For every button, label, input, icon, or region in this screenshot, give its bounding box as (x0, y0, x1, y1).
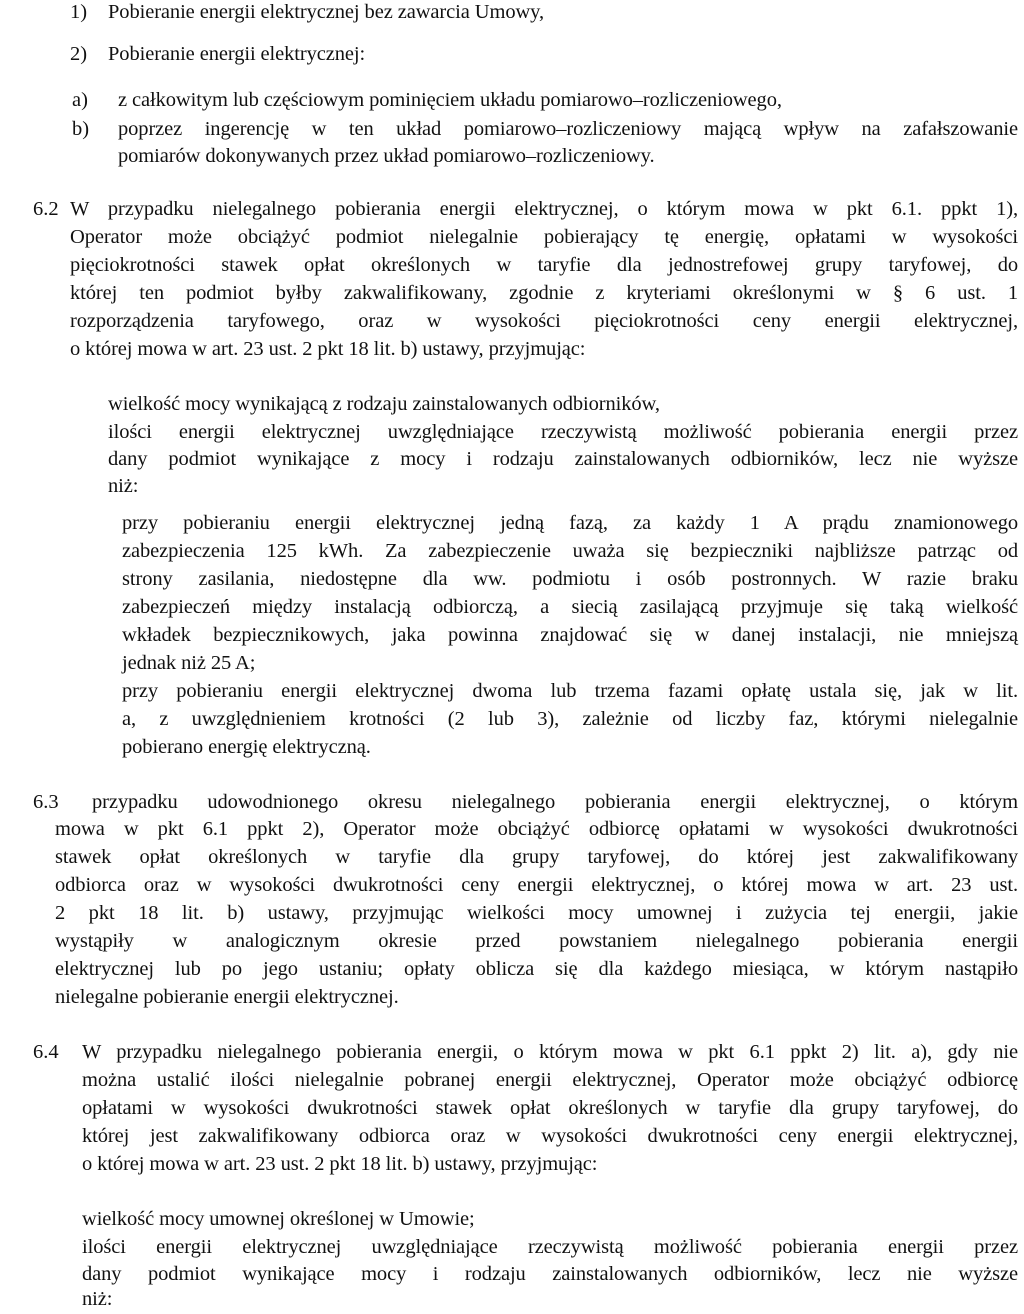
list-item-text: Pobieranie energii elektrycznej bez zawarcia Umowy, (108, 1, 545, 23)
list-letter: a) (72, 89, 88, 111)
list-item-text: pomiarów dokonywanych przez układ pomiarowo–rozliczeniowy. (118, 145, 655, 167)
list-item-text: ilości energii elektrycznej uwzględniające rzeczywistą możliwość pobierania energii przez (82, 1236, 1018, 1258)
sub-item-text: przy pobieraniu energii elektrycznej dwoma lub trzema fazami opłatę ustala się, jak w lit. (122, 680, 1018, 702)
list-item-text: wielkość mocy umownej określonej w Umowie; (82, 1208, 475, 1230)
paragraph-line: której jest zakwalifikowany odbiorca oraz w wysokości dwukrotności ceny energii elektrycznej, (82, 1125, 1018, 1147)
paragraph-line: przypadku udowodnionego okresu nielegalnego pobierania energii elektrycznej, o którym (92, 791, 1018, 813)
paragraph-line: elektrycznej lub po jego ustaniu; opłaty oblicza się dla każdego miesiąca, w którym nastąpiło (55, 958, 1018, 980)
list-item-text: poprzez ingerencję w ten układ pomiarowo–rozliczeniowy mającą wpływ na zafałszowanie (118, 118, 1018, 140)
list-number: 2) (70, 43, 88, 65)
paragraph-line: W przypadku nielegalnego pobierania energii elektrycznej, o którym mowa w pkt 6.1. ppkt 1), (70, 198, 1018, 220)
section-number: 6.3 (33, 791, 59, 813)
list-item-text: wielkość mocy wynikającą z rodzaju zainstalowanych odbiorników, (108, 393, 660, 415)
paragraph-line: której ten podmiot byłby zakwalifikowany, zgodnie z kryteriami określonymi w § 6 ust. 1 (70, 282, 1018, 304)
sub-item-text: zabezpieczenia 125 kWh. Za zabezpieczenie uważa się bezpieczniki najbliższe patrząc od (122, 540, 1018, 562)
paragraph-line: nielegalne pobieranie energii elektrycznej. (55, 986, 399, 1008)
paragraph-line: o której mowa w art. 23 ust. 2 pkt 18 lit. b) ustawy, przyjmując: (70, 338, 586, 360)
sub-item-text: jednak niż 25 A; (122, 652, 256, 674)
list-item-text: niż: (108, 475, 139, 497)
list-item-text: dany podmiot wynikające mocy i rodzaju zainstalowanych odbiorników, lecz nie wyższe (82, 1263, 1018, 1285)
paragraph-line: odbiorca oraz w wysokości dwukrotności ceny energii elektrycznej, o której mowa w art. 23 ust. (55, 874, 1018, 896)
sub-item-text: zabezpieczeń między instalacją odbiorczą, a siecią zasilającą przyjmuje się taką wielkość (122, 596, 1018, 618)
section-number: 6.2 (33, 198, 59, 220)
paragraph-line: można ustalić ilości nielegalnie pobranej energii elektrycznej, Operator może obciążyć odbiorcę (82, 1069, 1018, 1091)
paragraph-line: mowa w pkt 6.1 ppkt 2), Operator może obciążyć odbiorcę opłatami w wysokości dwukrotności (55, 818, 1018, 840)
paragraph-line: o której mowa w art. 23 ust. 2 pkt 18 lit. b) ustawy, przyjmując: (82, 1153, 598, 1175)
paragraph-line: pięciokrotności stawek opłat określonych w taryfie dla jednostrefowej grupy taryfowej, do (70, 254, 1018, 276)
paragraph-line: W przypadku nielegalnego pobierania energii, o którym mowa w pkt 6.1 ppkt 2) lit. a), gdy nie (82, 1041, 1018, 1063)
paragraph-line: 2 pkt 18 lit. b) ustawy, przyjmując wielkości mocy umownej i zużycia tej energii, jakie (55, 902, 1018, 924)
sub-item-text: pobierano energię elektryczną. (122, 736, 371, 758)
list-number: 1) (70, 1, 88, 23)
list-item-text: niż: (82, 1288, 113, 1310)
paragraph-line: stawek opłat określonych w taryfie dla grupy taryfowej, do której jest zakwalifikowany (55, 846, 1018, 868)
list-letter: b) (72, 118, 90, 140)
paragraph-line: Operator może obciążyć podmiot nielegalnie pobierający tę energię, opłatami w wysokości (70, 226, 1018, 248)
sub-item-text: wkładek bezpiecznikowych, jaka powinna znajdować się w danej instalacji, nie mniejszą (122, 624, 1018, 646)
paragraph-line: opłatami w wysokości dwukrotności stawek opłat określonych w taryfie dla grupy taryfowej, do (82, 1097, 1018, 1119)
sub-item-text: strony zasilania, niedostępne dla ww. podmiotu i osób postronnych. W razie braku (122, 568, 1018, 590)
paragraph-line: wystąpiły w analogicznym okresie przed powstaniem nielegalnego pobierania energii (55, 930, 1018, 952)
list-item-text: dany podmiot wynikające z mocy i rodzaju zainstalowanych odbiorników, lecz nie wyższe (108, 448, 1018, 470)
list-item-text: Pobieranie energii elektrycznej: (108, 43, 366, 65)
paragraph-line: rozporządzenia taryfowego, oraz w wysokości pięciokrotności ceny energii elektrycznej, (70, 310, 1018, 332)
list-item-text: ilości energii elektrycznej uwzględniające rzeczywistą możliwość pobierania energii przez (108, 421, 1018, 443)
list-item-text: z całkowitym lub częściowym pominięciem układu pomiarowo–rozliczeniowego, (118, 89, 782, 111)
sub-item-text: przy pobieraniu energii elektrycznej jedną fazą, za każdy 1 A prądu znamionowego (122, 512, 1018, 534)
sub-item-text: a, z uwzględnieniem krotności (2 lub 3), zależnie od liczby faz, którymi nielegalnie (122, 708, 1018, 730)
section-number: 6.4 (33, 1041, 59, 1063)
